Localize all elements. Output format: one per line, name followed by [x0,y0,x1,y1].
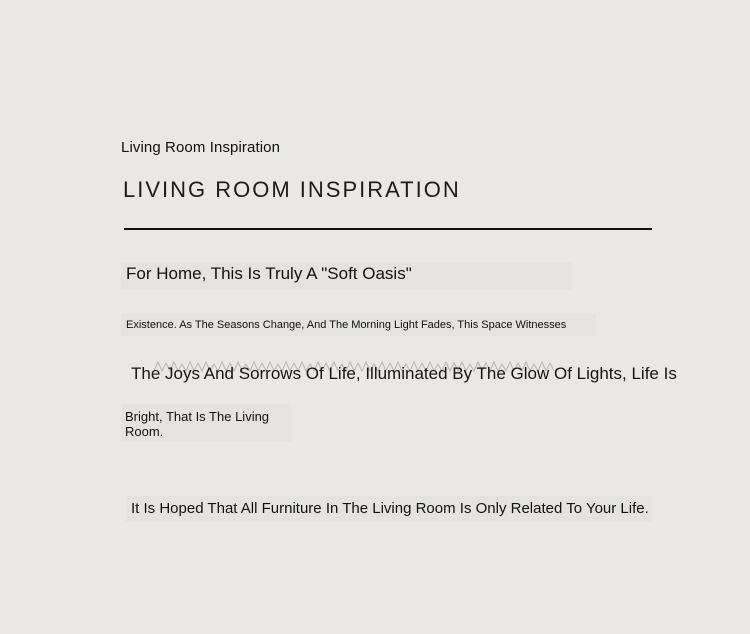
paragraph-line-4: Bright, That Is The Living Room. [121,404,291,442]
paragraph-line-3: The Joys And Sorrows Of Life, Illuminated By The Glow Of Lights, Life Is [131,364,677,383]
paragraph-line-1: For Home, This Is Truly A "Soft Oasis" [121,262,571,290]
title-divider [124,228,652,230]
paragraph-line-5: It Is Hoped That All Furniture In The Living Room Is Only Related To Your Life. [126,496,651,522]
small-title: Living Room Inspiration [121,139,281,156]
page-title: LIVING ROOM INSPIRATION [123,177,461,202]
paragraph-line-2: Existence. As The Seasons Change, And The Morning Light Fades, This Space Witnesses [121,314,596,336]
